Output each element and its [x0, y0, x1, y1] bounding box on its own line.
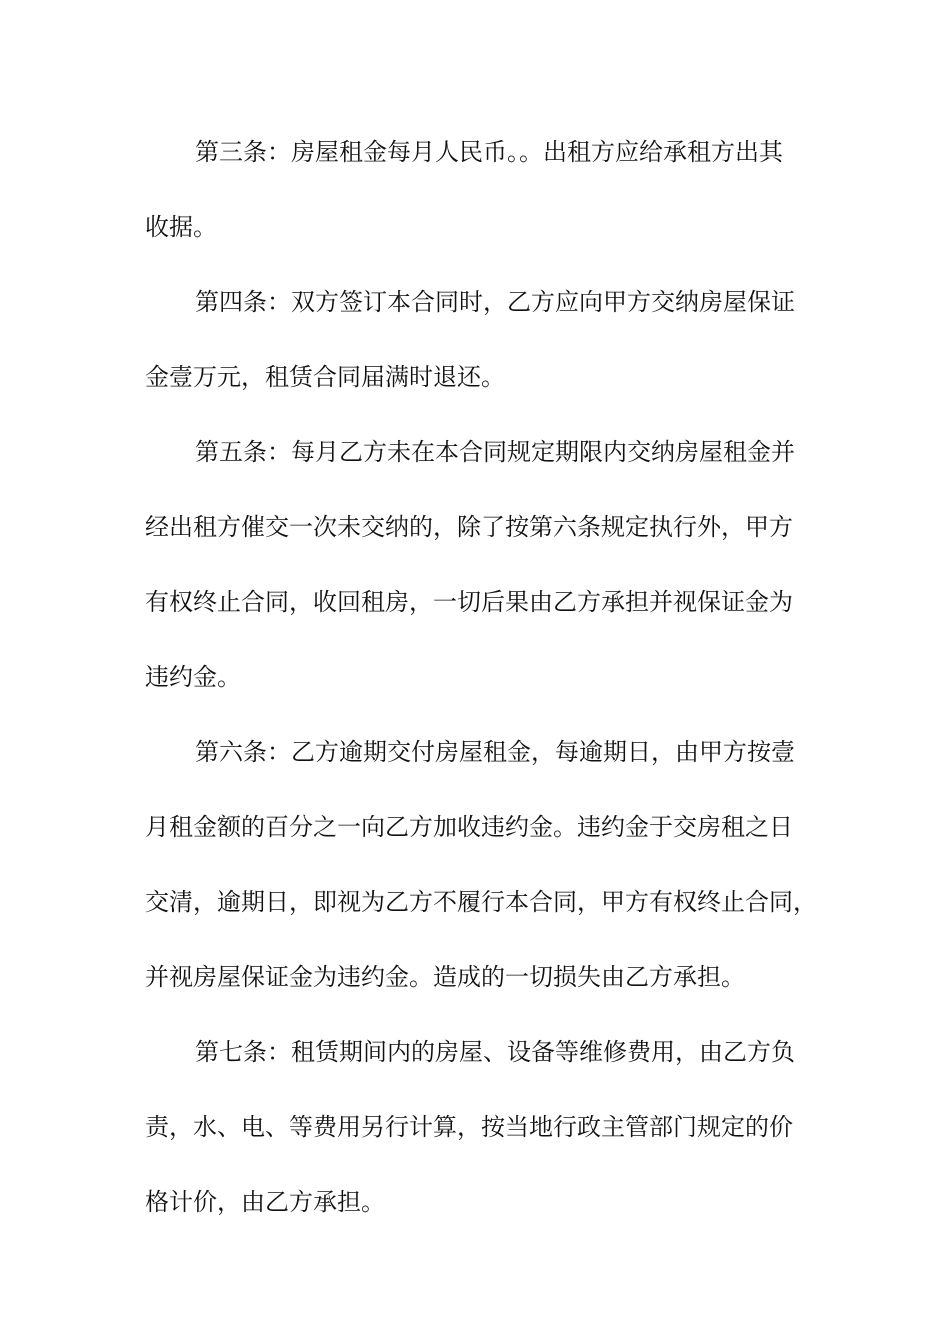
article-6-line-4: 并视房屋保证金为违约金。造成的一切损失由乙方承担。 [145, 963, 745, 991]
article-4-line-2: 金壹万元，租赁合同届满时退还。 [145, 363, 505, 391]
article-3-line-1: 第三条：房屋租金每月人民币。。出租方应给承租方出其 [195, 138, 783, 166]
article-5-line-3: 有权终止合同，收回租房，一切后果由乙方承担并视保证金为 [145, 588, 793, 616]
article-7-line-1: 第七条：租赁期间内的房屋、设备等维修费用，由乙方负 [195, 1038, 795, 1066]
article-6-line-1: 第六条：乙方逾期交付房屋租金，每逾期日，由甲方按壹 [195, 738, 795, 766]
article-3-line-2: 收据。 [145, 213, 217, 241]
article-7-line-3: 格计价，由乙方承担。 [145, 1188, 385, 1216]
article-6-line-2: 月租金额的百分之一向乙方加收违约金。违约金于交房租之日 [145, 813, 793, 841]
article-5-line-2: 经出租方催交一次未交纳的，除了按第六条规定执行外，甲方 [145, 513, 793, 541]
article-6-line-3: 交清，逾期日，即视为乙方不履行本合同，甲方有权终止合同， [145, 888, 817, 916]
article-5-line-4: 违约金。 [145, 663, 241, 691]
article-7-line-2: 责，水、电、等费用另行计算，按当地行政主管部门规定的价 [145, 1113, 793, 1141]
article-4-line-1: 第四条：双方签订本合同时，乙方应向甲方交纳房屋保证 [195, 288, 795, 316]
article-5-line-1: 第五条：每月乙方未在本合同规定期限内交纳房屋租金并 [195, 438, 795, 466]
